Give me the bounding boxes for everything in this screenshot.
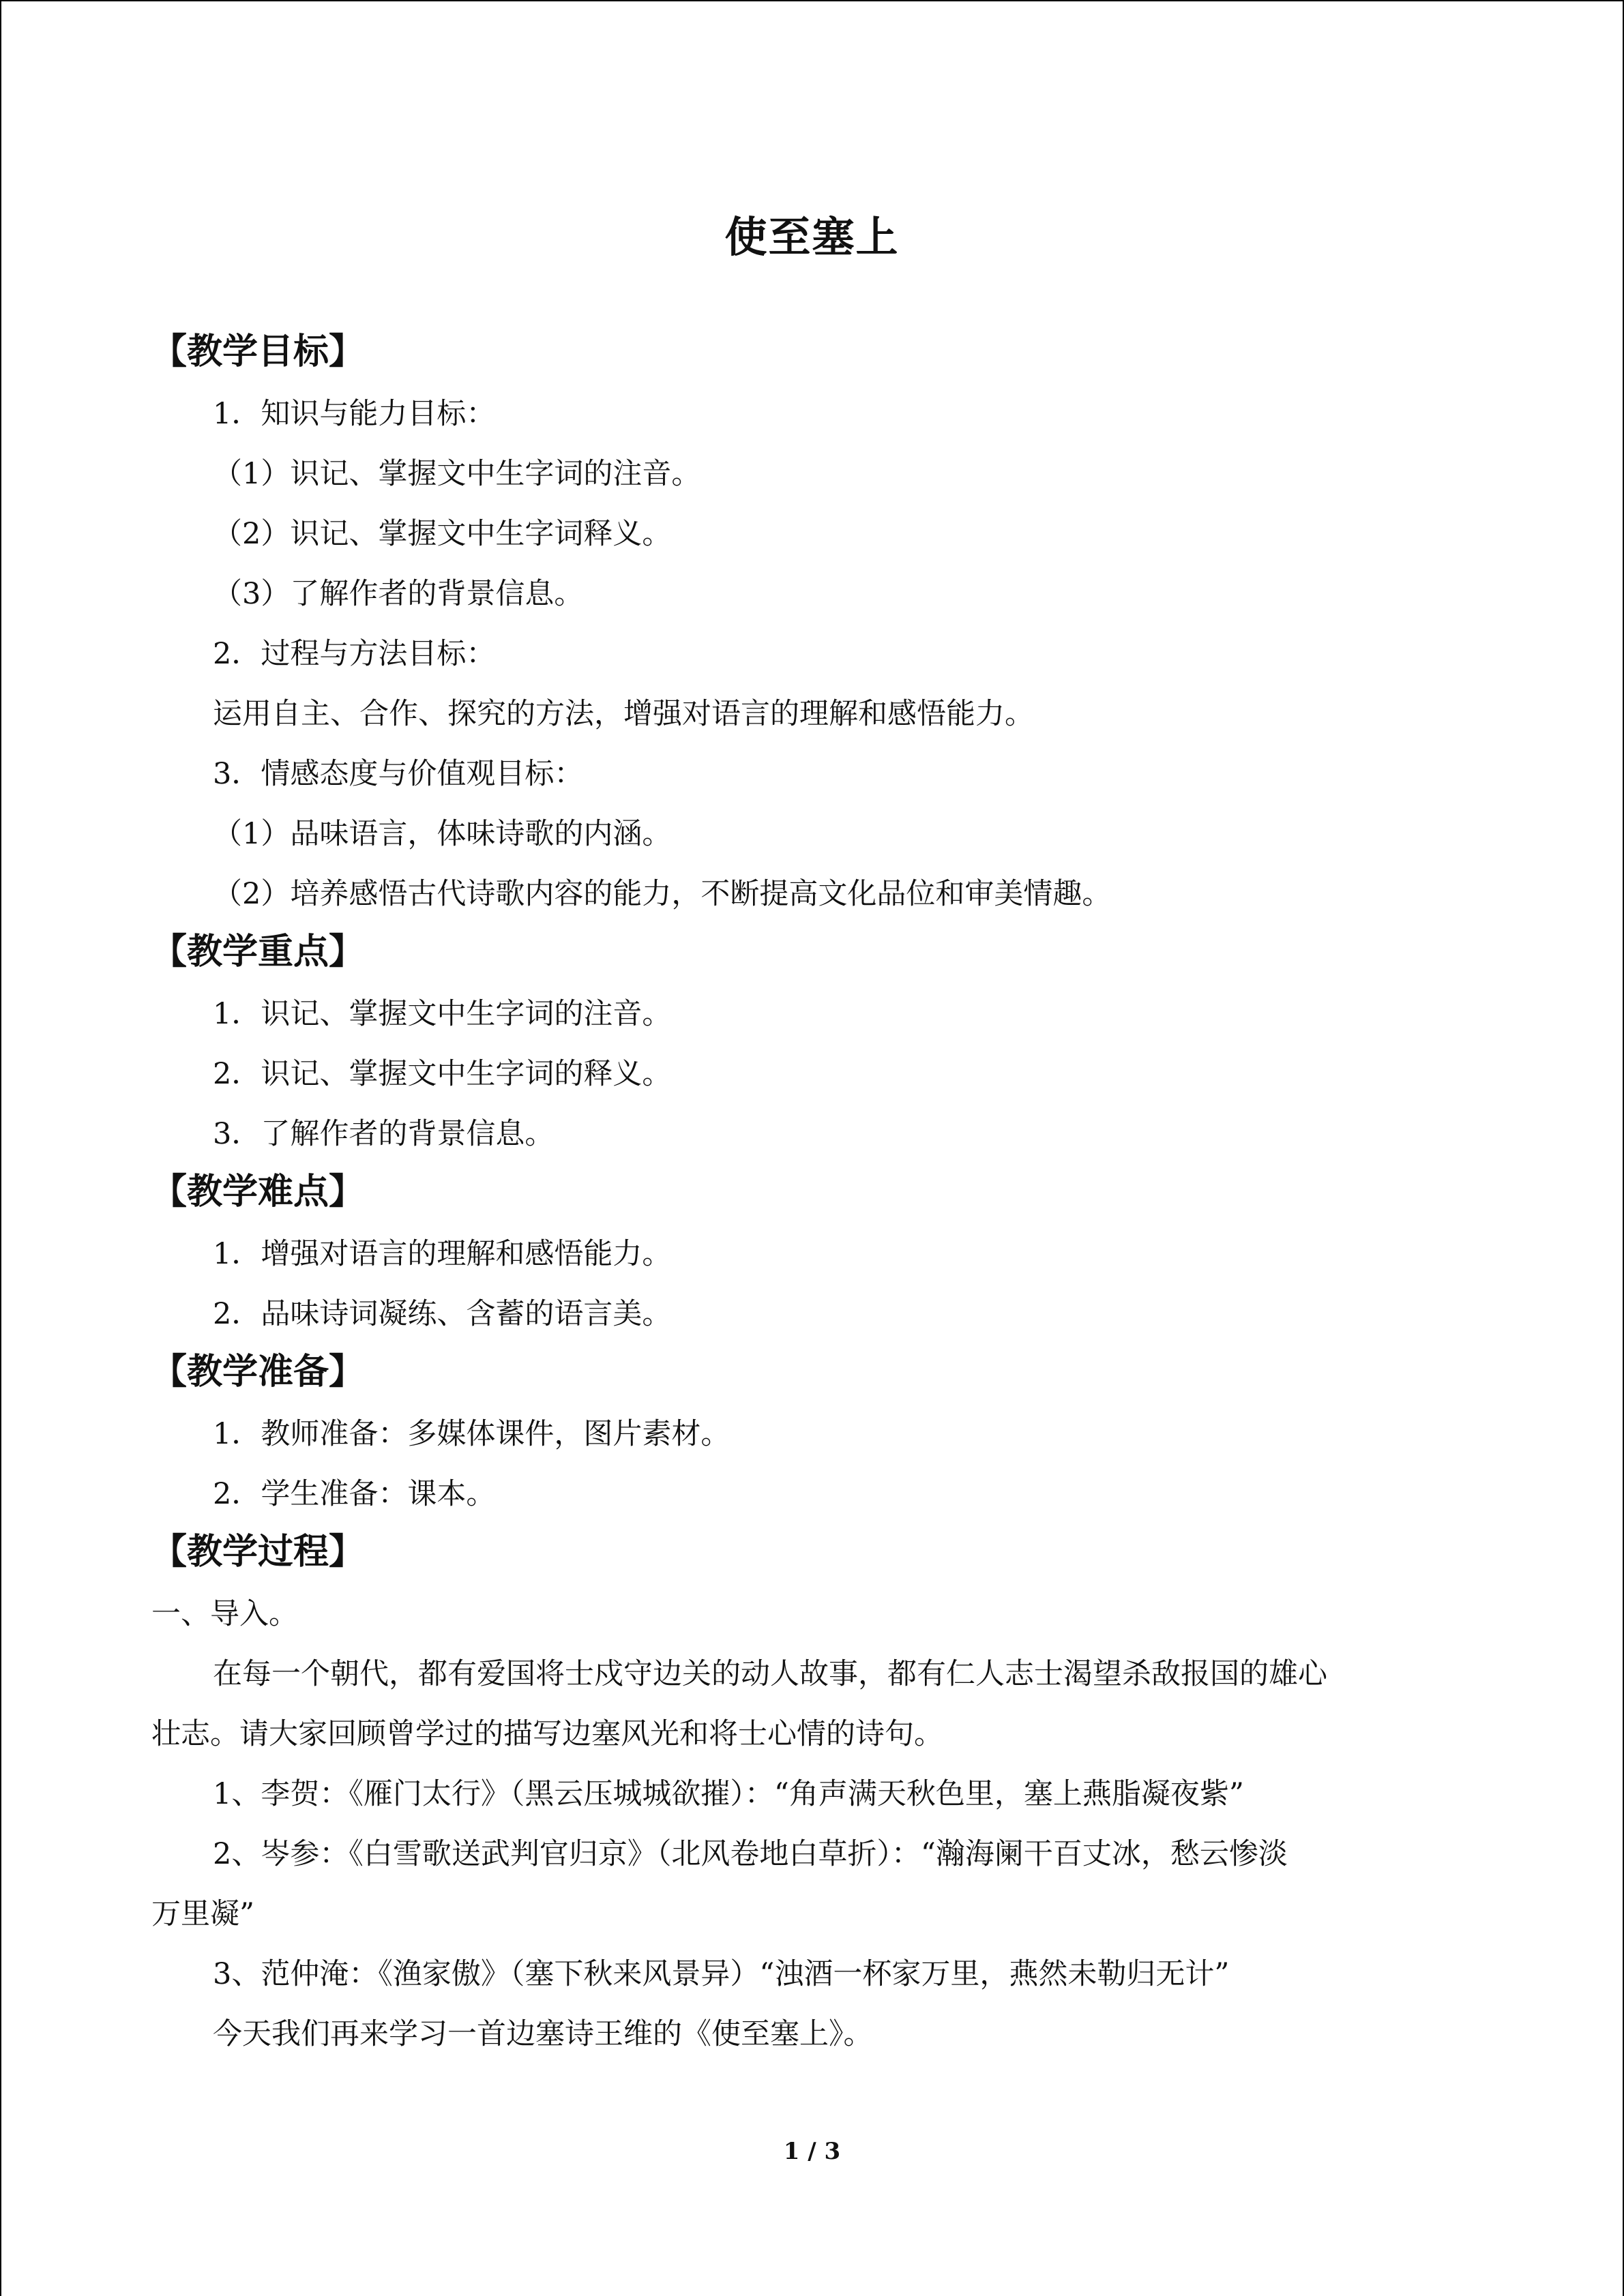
preparation-line-1: 1．教师准备：多媒体课件，图片素材。 xyxy=(213,1417,730,1451)
objectives-line-2: （1）识记、掌握文中生字词的注音。 xyxy=(213,457,701,491)
document-title: 使至塞上 xyxy=(724,212,900,262)
process-line-2: 在每一个朝代，都有爱国将士戍守边关的动人故事，都有仁人志士渴望杀敌报国的雄心 xyxy=(213,1657,1327,1691)
process-line-6: 万里凝” xyxy=(151,1897,254,1931)
objectives-line-7: 3．情感态度与价值观目标： xyxy=(213,757,584,791)
process-line-1: 一、导入。 xyxy=(151,1597,298,1631)
process-line-4: 1、李贺：《雁门太行》（黑云压城城欲摧）：“角声满天秋色里，塞上燕脂凝夜紫” xyxy=(213,1777,1244,1811)
objectives-line-9: （2）培养感悟古代诗歌内容的能力，不断提高文化品位和审美情趣。 xyxy=(213,877,1112,911)
objectives-line-8: （1）品味语言，体味诗歌的内涵。 xyxy=(213,817,672,851)
heading-difficulties: 【教学难点】 xyxy=(151,1172,365,1212)
key-points-line-1: 1．识记、掌握文中生字词的注音。 xyxy=(213,997,672,1031)
page-number: 1 / 3 xyxy=(783,2138,841,2165)
heading-key-points: 【教学重点】 xyxy=(151,931,365,972)
preparation-line-2: 2．学生准备：课本。 xyxy=(213,1477,496,1511)
process-line-7: 3、范仲淹：《渔家傲》（塞下秋来风景异）“浊酒一杯家万里，燕然未勒归无计” xyxy=(213,1957,1230,1991)
objectives-line-5: 2．过程与方法目标： xyxy=(213,637,496,671)
objectives-line-1: 1．知识与能力目标： xyxy=(213,397,496,431)
heading-preparation: 【教学准备】 xyxy=(151,1352,365,1392)
difficulties-line-2: 2．品味诗词凝练、含蓄的语言美。 xyxy=(213,1297,672,1331)
objectives-line-4: （3）了解作者的背景信息。 xyxy=(213,577,584,611)
key-points-line-3: 3．了解作者的背景信息。 xyxy=(213,1117,555,1151)
process-line-3: 壮志。请大家回顾曾学过的描写边塞风光和将士心情的诗句。 xyxy=(151,1717,943,1751)
key-points-line-2: 2．识记、掌握文中生字词的释义。 xyxy=(213,1057,672,1091)
heading-objectives: 【教学目标】 xyxy=(151,331,365,372)
process-line-5: 2、岑参：《白雪歌送武判官归京》（北风卷地白草折）：“瀚海阑干百丈冰，愁云惨淡 xyxy=(213,1837,1288,1871)
process-line-8: 今天我们再来学习一首边塞诗王维的《使至塞上》。 xyxy=(213,2017,873,2051)
heading-process: 【教学过程】 xyxy=(151,1532,365,1572)
difficulties-line-1: 1．增强对语言的理解和感悟能力。 xyxy=(213,1237,672,1271)
objectives-line-6: 运用自主、合作、探究的方法，增强对语言的理解和感悟能力。 xyxy=(213,697,1034,731)
objectives-line-3: （2）识记、掌握文中生字词释义。 xyxy=(213,517,672,551)
